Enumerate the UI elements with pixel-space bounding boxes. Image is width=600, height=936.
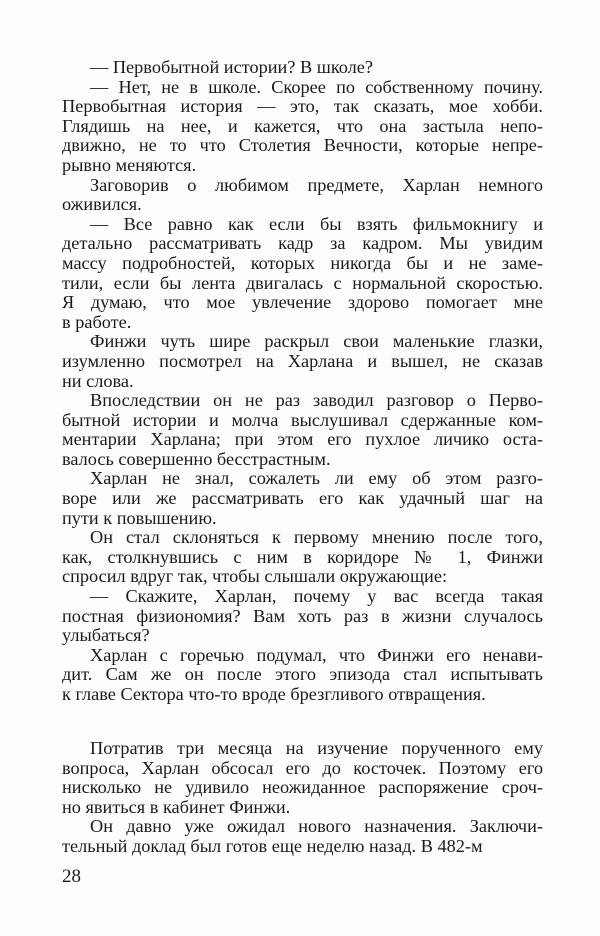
text-line: бытной истории и молча выслушивал сдержанные ком- [62, 409, 543, 430]
text-line: постная физиономия? Вам хоть раз в жизни случалось [62, 605, 543, 626]
paragraph [62, 528, 543, 587]
text-line: воре или же рассматривать его как удачный шаг на [62, 488, 543, 509]
text-line: Глядишь на нее, и кажется, что она застыла непо- [62, 115, 543, 136]
paragraph [62, 646, 543, 705]
text-section-2 [62, 739, 543, 857]
text-line: ни слова. [62, 370, 134, 391]
paragraph [62, 817, 543, 856]
text-line: Первобытная история — это, так сказать, мое хобби. [62, 96, 543, 117]
text-line: — Первобытной истории? В школе? [90, 57, 374, 77]
text-line: — Нет, не в школе. Скорее по собственному почину. [90, 76, 543, 97]
text-line: детально рассматривать кадр за кадром. Мы увидим [62, 233, 543, 254]
text-line: Харлан не знал, сожалеть ли ему об этом разго- [90, 468, 543, 489]
text-line: в работе. [62, 311, 132, 332]
text-line: улыбаться? [62, 625, 150, 646]
text-line: Заговорив о любимом предмете, Харлан немного [90, 174, 543, 195]
text-line: спросил вдруг так, чтобы слышали окружающие: [62, 566, 448, 587]
text-line: нисколько не удивило неожиданное распоряжение сроч- [62, 777, 543, 798]
text-line: движно, не то что Столетия Вечности, которые непре- [62, 135, 543, 156]
text-line: к главе Сектора что-то вроде брезгливого отвращения. [62, 684, 486, 704]
text-line: тили, если бы лента двигалась с нормальной скоростью. [62, 272, 543, 293]
text-line: валось совершенно бесстрастным. [62, 448, 331, 469]
text-line: но явиться в кабинет Финжи. [62, 796, 291, 817]
paragraph [62, 176, 543, 215]
text-line: массу подробностей, которых никогда бы и не заме- [62, 252, 543, 273]
text-line: Впоследствии он не раз заводил разговор о Перво- [90, 390, 543, 411]
text-section-1 [62, 58, 543, 705]
text-line: — Скажите, Харлан, почему у вас всегда такая [90, 586, 543, 607]
paragraph [62, 587, 543, 646]
text-line: Потратив три месяца на изучение порученного ему [90, 738, 543, 758]
text-line: пути к повышению. [62, 507, 217, 528]
text-line: оживился. [62, 194, 142, 215]
text-line: Харлан с горечью подумал, что Финжи его ненави- [90, 644, 543, 665]
text-line: — Все равно как если бы взять фильмокнигу и [90, 213, 543, 234]
text-line: Он стал склоняться к первому мнению после того, [90, 527, 543, 548]
text-line: Я думаю, что мое увлечение здорово помогает мне [62, 292, 543, 313]
paragraph [62, 469, 543, 528]
page-number: 28 [62, 866, 81, 887]
text-line: рывно меняются. [62, 154, 197, 175]
text-line: ментарии Харлана; при этом его пухлое личико оста- [62, 429, 543, 450]
text-line: вопроса, Харлан обсосал его до косточек. Поэтому его [62, 757, 543, 778]
paragraph [62, 78, 543, 176]
text-line: изумленно посмотрел на Харлана и вышел, не сказав [62, 350, 543, 371]
text-line: как, столкнувшись с ним в коридоре № 1, Финжи [62, 546, 543, 567]
paragraph [62, 739, 543, 817]
paragraph [62, 332, 543, 391]
paragraph [62, 215, 543, 333]
paragraph [62, 58, 543, 78]
text-line: Он давно уже ожидал нового назначения. Заключи- [90, 816, 543, 837]
text-line: тельный доклад был готов еще неделю назад. В 482-м [62, 835, 483, 856]
text-line: дит. Сам же он после этого эпизода стал испытывать [62, 664, 543, 685]
paragraph [62, 391, 543, 469]
text-line: Финжи чуть шире раскрыл свои маленькие глазки, [90, 331, 543, 352]
